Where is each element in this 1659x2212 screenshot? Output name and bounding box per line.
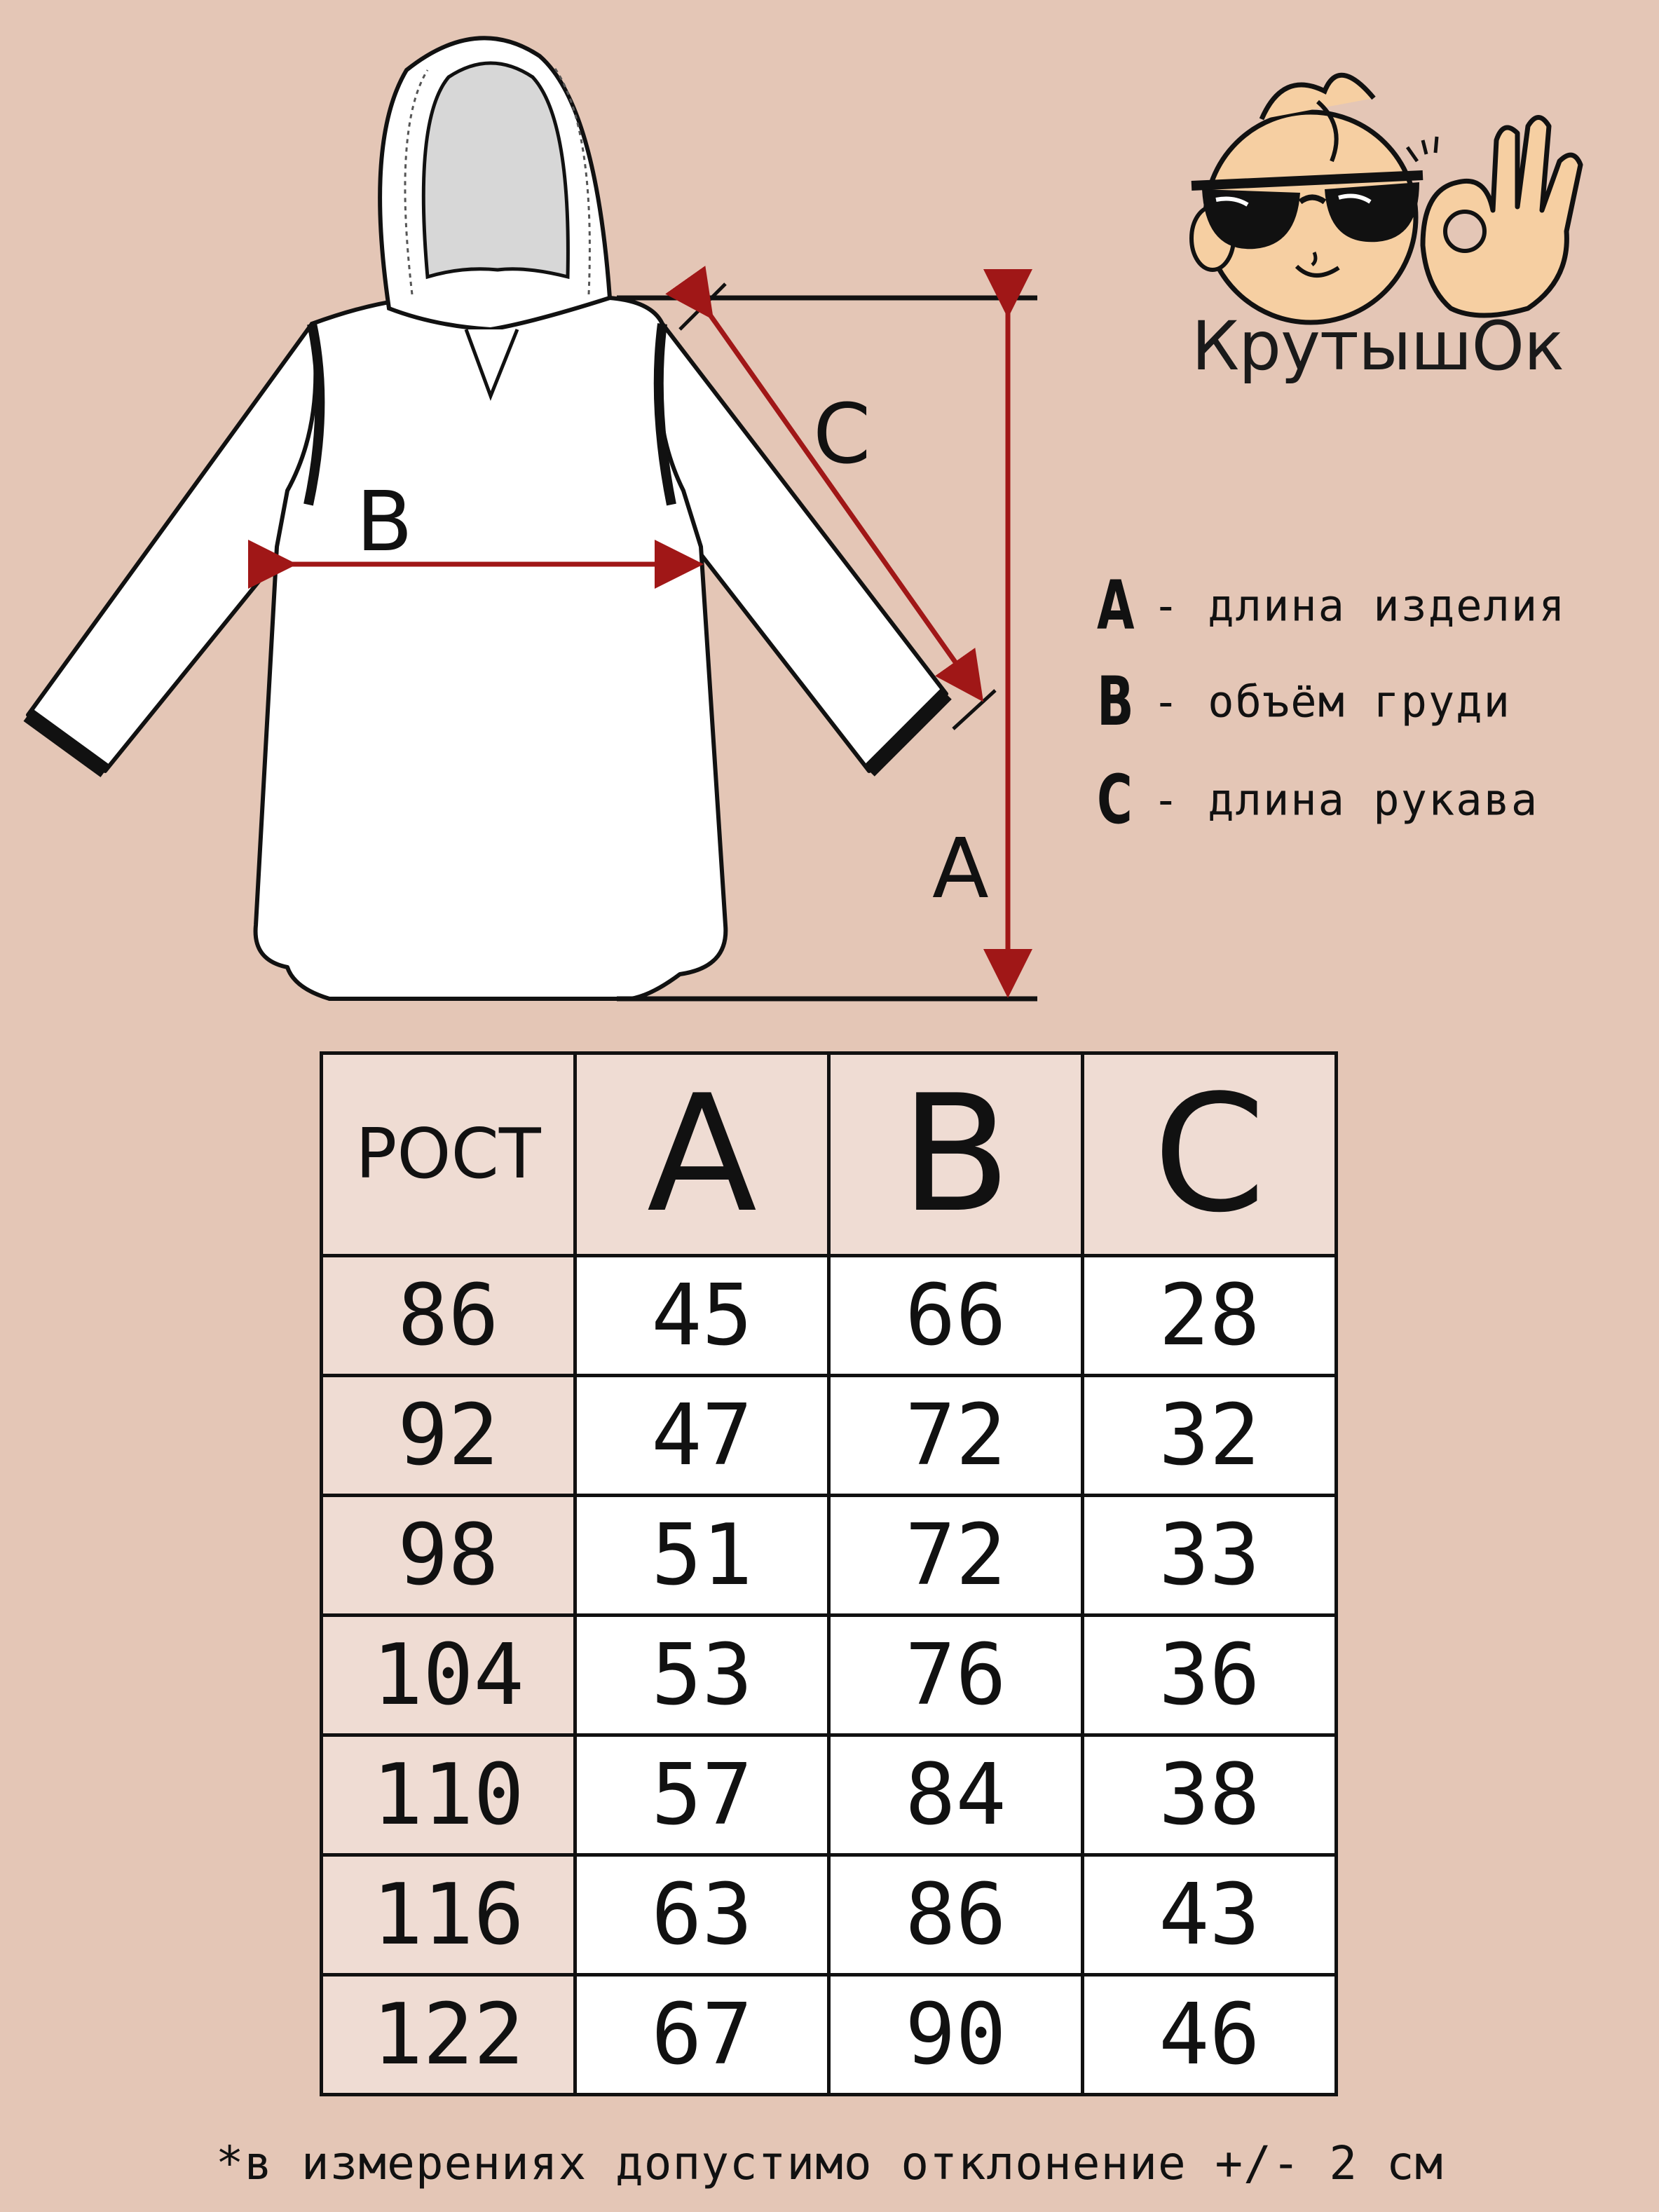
legend-text-c: - длина рукава: [1152, 774, 1539, 826]
dimension-c-label: C: [813, 385, 871, 482]
cell-b: 84: [829, 1735, 1083, 1855]
legend-item-c: [1097, 760, 1538, 839]
header-height: РОСТ: [322, 1053, 575, 1256]
table-row: [322, 1616, 1337, 1735]
brand-name: КрутышОк: [1192, 307, 1564, 385]
header-c: C: [1083, 1053, 1337, 1256]
cell-b: 90: [829, 1975, 1083, 2095]
legend-key-b: B: [1097, 662, 1134, 741]
legend-key-c: C: [1097, 760, 1133, 839]
legend-item-b: [1097, 662, 1511, 741]
table-row: [322, 1735, 1337, 1855]
table-row: [322, 1975, 1337, 2095]
cell-height: 110: [322, 1735, 575, 1855]
cell-c: 43: [1083, 1855, 1337, 1975]
cell-c: 33: [1083, 1496, 1337, 1616]
cell-a: 67: [575, 1975, 829, 2095]
dimension-b-label: B: [356, 473, 413, 570]
cell-height: 86: [322, 1256, 575, 1376]
table-row: [322, 1256, 1337, 1376]
footnote: *в измерениях допустимо отклонение +/- 2 см: [215, 2136, 1444, 2190]
cell-b: 86: [829, 1855, 1083, 1975]
legend-item-a: [1097, 566, 1566, 645]
legend-text-b: - объём груди: [1152, 676, 1511, 728]
cell-c: 32: [1083, 1376, 1337, 1496]
cell-height: 104: [322, 1616, 575, 1735]
cell-b: 72: [829, 1376, 1083, 1496]
cell-c: 28: [1083, 1256, 1337, 1376]
header-a: A: [575, 1053, 829, 1256]
ok-hand-icon: [1407, 118, 1581, 316]
legend-key-a: A: [1097, 566, 1135, 645]
table-header-row: [322, 1053, 1337, 1256]
cell-height: 98: [322, 1496, 575, 1616]
cell-height: 116: [322, 1855, 575, 1975]
baby-face-icon: [1192, 75, 1423, 322]
cell-b: 76: [829, 1616, 1083, 1735]
dimension-a-label: A: [932, 820, 989, 917]
table-row: [322, 1855, 1337, 1975]
legend-text-a: - длина изделия: [1152, 580, 1566, 631]
cell-a: 63: [575, 1855, 829, 1975]
size-table: [320, 1051, 1338, 2096]
cell-a: 57: [575, 1735, 829, 1855]
cell-a: 45: [575, 1256, 829, 1376]
table-row: [322, 1496, 1337, 1616]
table-row: [322, 1376, 1337, 1496]
cell-c: 38: [1083, 1735, 1337, 1855]
cell-height: 92: [322, 1376, 575, 1496]
header-b: B: [829, 1053, 1083, 1256]
cell-height: 122: [322, 1975, 575, 2095]
cell-c: 46: [1083, 1975, 1337, 2095]
hood-inner: [423, 63, 568, 277]
cell-b: 66: [829, 1256, 1083, 1376]
cell-a: 53: [575, 1616, 829, 1735]
cell-c: 36: [1083, 1616, 1337, 1735]
cell-a: 47: [575, 1376, 829, 1496]
cell-a: 51: [575, 1496, 829, 1616]
garment-diagram: [0, 0, 1093, 1023]
cell-b: 72: [829, 1496, 1083, 1616]
